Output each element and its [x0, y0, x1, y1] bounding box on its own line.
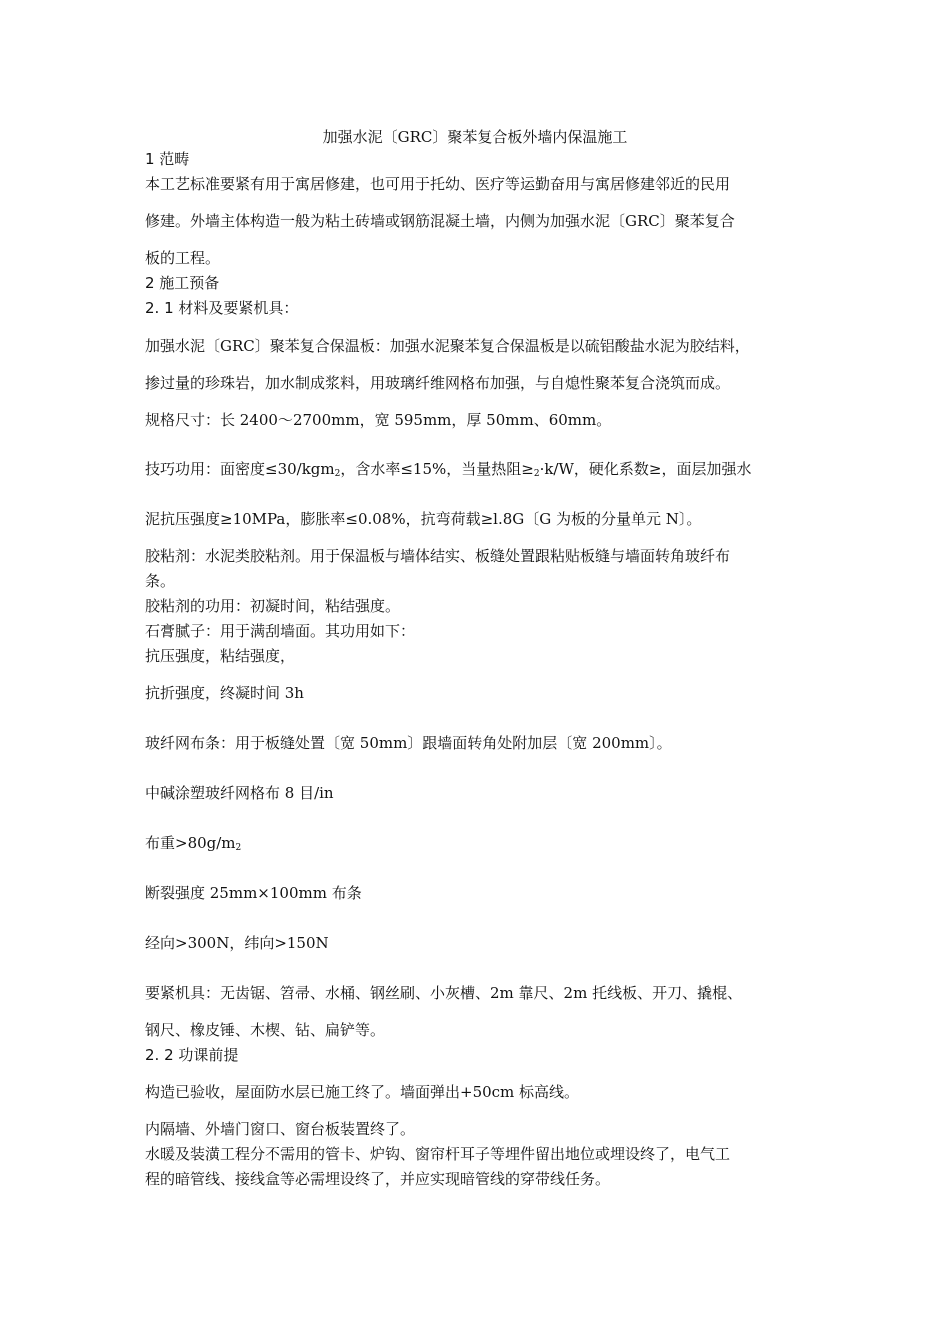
paragraph-line: 泥抗压强度≥10MPa，膨胀率≤0.08%，抗弯荷载≥l.8G〔G 为板的分量单元 N〕。 — [145, 510, 702, 528]
subscript: 2 — [533, 469, 540, 479]
paragraph-line: 胶粘剂：水泥类胶粘剂。用于保温板与墙体结实、板缝处置跟粘贴板缝与墙面转角玻纤布 — [145, 547, 731, 565]
paragraph-line: 程的暗管线、接线盒等必需埋设终了，并应实现暗管线的穿带线任务。 — [145, 1170, 611, 1188]
paragraph-line: 条。 — [145, 572, 176, 590]
paragraph-line: 水暖及装潢工程分不需用的管卡、炉钩、窗帘杆耳子等埋件留出地位或埋设终了，电气工 — [145, 1145, 731, 1163]
paragraph-line: 抗压强度，粘结强度， — [145, 647, 296, 665]
paragraph-line: 要紧机具：无齿锯、笤帚、水桶、钢丝刷、小灰槽、2m 靠尺、2m 托线板、开刀、撬棍、 — [145, 984, 743, 1002]
paragraph-line: 胶粘剂的功用：初凝时间，粘结强度。 — [145, 597, 401, 615]
section-2-heading: 2 施工预备 — [145, 274, 220, 292]
section-2-2-heading: 2. 2 功课前提 — [145, 1046, 239, 1064]
paragraph-line: 玻纤网布条：用于板缝处置〔宽 50mm〕跟墙面转角处附加层〔宽 200mm〕。 — [145, 734, 672, 752]
paragraph-line: 经向>300N，纬向>150N — [145, 934, 329, 952]
text-run: ·k/W，硬化系数≥，面层加强水 — [539, 460, 752, 478]
text-run: 技巧功用：面密度≤30/kgm — [145, 460, 335, 478]
paragraph-line: 板的工程。 — [145, 249, 221, 267]
paragraph-line: 钢尺、橡皮锤、木楔、钻、扁铲等。 — [145, 1021, 386, 1039]
paragraph-line: 修建。外墙主体构造一般为粘土砖墙或钢筋混凝土墙，内侧为加强水泥〔GRC〕聚苯复合 — [145, 212, 735, 230]
paragraph-line — [145, 458, 751, 480]
paragraph-line: 抗折强度，终凝时间 3h — [145, 684, 304, 702]
paragraph-line — [145, 832, 241, 854]
paragraph-line: 构造已验收，屋面防水层已施工终了。墙面弹出+50cm 标高线。 — [145, 1083, 580, 1101]
document-title: 加强水泥〔GRC〕聚苯复合板外墙内保温施工 — [322, 128, 628, 146]
paragraph-line: 内隔墙、外墙门窗口、窗台板装置终了。 — [145, 1120, 416, 1138]
subscript: 2 — [235, 843, 242, 853]
section-1-heading: 1 范畴 — [145, 150, 190, 168]
paragraph-line: 规格尺寸：长 2400～2700mm，宽 595mm，厚 50mm、60mm。 — [145, 411, 612, 429]
subscript: 2 — [334, 469, 341, 479]
paragraph-line: 断裂强度 25mm×100mm 布条 — [145, 884, 362, 902]
paragraph-line: 本工艺标准要紧有用于寓居修建，也可用于托幼、医疗等运勤奋用与寓居修建邻近的民用 — [145, 175, 731, 193]
paragraph-line: 加强水泥〔GRC〕聚苯复合保温板：加强水泥聚苯复合保温板是以硫铝酸盐水泥为胶结料， — [145, 337, 750, 355]
text-run: 布重>80g/m — [145, 834, 236, 852]
paragraph-line: 中碱涂塑玻纤网格布 8 目/in — [145, 784, 334, 802]
text-run: ，含水率≤15%，当量热阻≥ — [340, 460, 534, 478]
paragraph-line: 石膏腻子：用于满刮墙面。其功用如下： — [145, 622, 416, 640]
paragraph-line: 掺过量的珍珠岩，加水制成浆料，用玻璃纤维网格布加强，与自熄性聚苯复合浇筑而成。 — [145, 374, 731, 392]
section-2-1-heading: 2. 1 材料及要紧机具： — [145, 299, 299, 317]
